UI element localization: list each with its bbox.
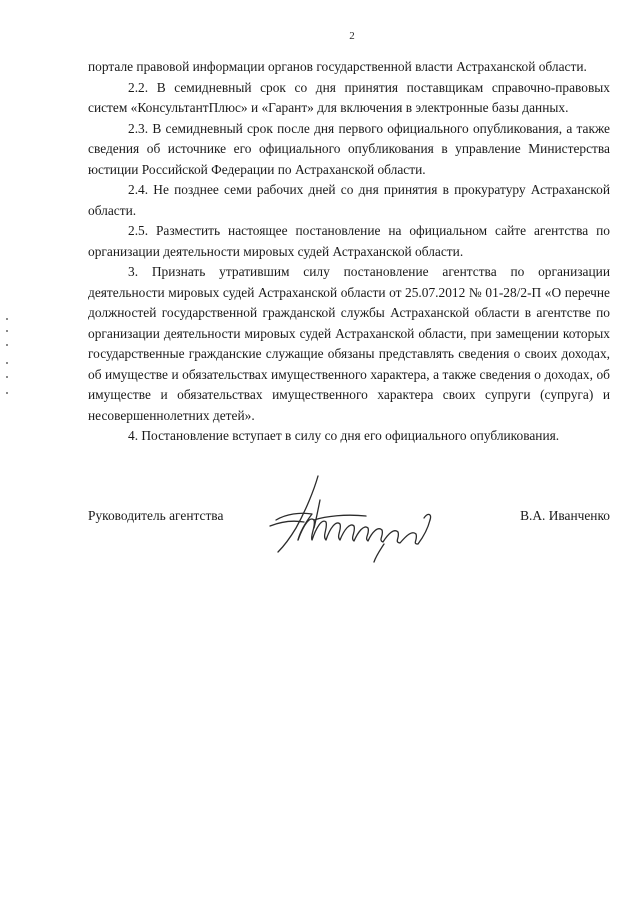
paragraph-item-2-5: 2.5. Разместить настоящее постановление на официальном сайте агентства по организации деятельности мировых судей Астраханской области. bbox=[88, 223, 610, 259]
paragraph-portal-continuation: порталe правовой информации органов государственной власти Астраханской области. bbox=[88, 59, 587, 74]
document-body bbox=[88, 57, 610, 447]
margin-mark bbox=[6, 318, 8, 398]
signer-title: Руководитель агентства bbox=[88, 508, 224, 523]
paragraph-item-4: 4. Постановление вступает в силу со дня его официального опубликования. bbox=[128, 428, 560, 443]
page-number: 2 bbox=[349, 30, 355, 42]
paragraph-item-3: 3. Признать утратившим силу постановление агентства по организации деятельности мировых судей Астраханской области от 25.07.2012 № 01-28/2-П «О перечне должностей государственной гражданской службы Астраханской области в агентстве по организации деятельности мировых судей Астраханской области, при замещении которых государственные гражданские служащие обязаны представлять сведения о своих доходах, об имуществе и обязательствах имущественного характера, а также сведения о доходах, об имуществе и обязательствах имущественного характера своих супруги (супруга) и несовершеннолетних детей». bbox=[88, 264, 610, 423]
paragraph-item-2-3: 2.3. В семидневный срок после дня первого официального опубликования, а также сведения об источнике его официального опубликования в управление Министерства юстиции Российской Федерации по Астраханской области. bbox=[88, 120, 610, 177]
paragraph-item-2-2: 2.2. В семидневный срок со дня принятия поставщикам справочно-правовых систем «КонсультантПлюс» и «Гарант» для включения в электронные базы данных. bbox=[88, 79, 610, 115]
handwritten-signature bbox=[256, 470, 446, 566]
paragraph-item-2-4: 2.4. Не позднее семи рабочих дней со дня принятия в прокуратуру Астраханской области. bbox=[88, 182, 610, 218]
signer-name: В.А. Иванченко bbox=[520, 508, 610, 523]
